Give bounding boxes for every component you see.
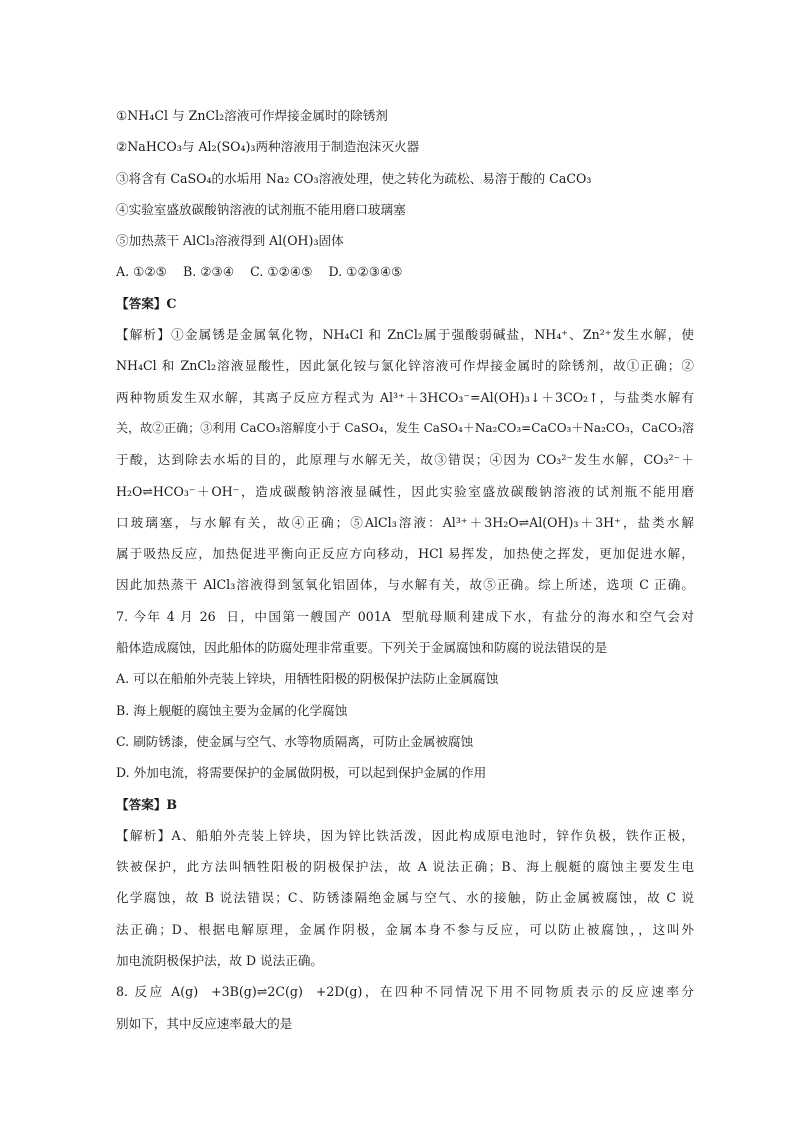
q6-options: A. ①②⑤ B. ②③④ C. ①②④⑤ D. ①②③④⑤: [116, 264, 403, 280]
q7-stem-line: 7. 今年 4 月 26 日，中国第一艘国产 001A 型航母顺利建成下水，有盐分的海水和空气会对: [116, 608, 694, 624]
q6-explanation-line: 因此加热蒸干 AlCl₃溶液得到氢氧化铝固体，与水解有关，故⑤正确。综上所述，选项 C 正确。: [116, 577, 694, 593]
q7-explanation-line: 铁被保护，此方法叫牺牲阳极的阴极保护法，故 A 说法正确；B、海上舰艇的腐蚀主要发生电: [116, 859, 694, 875]
q7-stem-line: 船体造成腐蚀，因此船体的防腐处理非常重要。下列关于金属腐蚀和防腐的说法错误的是: [116, 640, 608, 656]
q6-explanation-line: NH₄Cl 和 ZnCl₂溶液显酸性，因此氯化铵与氯化锌溶液可作焊接金属时的除锈剂，故①正确；②: [116, 358, 694, 374]
q6-explanation-line: 【解析】①金属锈是金属氧化物，NH₄Cl 和 ZnCl₂属于强酸弱碱盐，NH₄⁺、Zn²⁺发生水解，使: [116, 327, 694, 343]
q8-stem-line: 别如下，其中反应速率最大的是: [116, 1015, 293, 1031]
q6-explanation-line: 于酸，达到除去水垢的目的，此原理与水解无关，故③错误；④因为 CO₃²⁻发生水解，CO₃²⁻＋: [116, 452, 694, 468]
q7-option-a: A. 可以在船舶外壳装上锌块，用牺牲阳极的阴极保护法防止金属腐蚀: [116, 671, 499, 687]
statement-4: ④实验室盛放碳酸钠溶液的试剂瓶不能用磨口玻璃塞: [116, 201, 406, 217]
q6-explanation-line: 口玻璃塞，与水解有关，故④正确；⑤AlCl₃溶液：Al³⁺＋3H₂O⇌Al(OH)₃＋3H⁺，盐类水解: [116, 514, 694, 530]
q7-explanation-line: 加电流阴极保护法，故 D 说法正确。: [116, 953, 324, 969]
statement-1: ①NH₄Cl 与 ZnCl₂溶液可作焊接金属时的除锈剂: [116, 108, 388, 123]
q7-option-b: B. 海上舰艇的腐蚀主要为金属的化学腐蚀: [116, 702, 348, 718]
q7-explanation-line: 【解析】A、船舶外壳装上锌块，因为锌比铁活泼，因此构成原电池时，锌作负极，铁作正极，: [116, 827, 694, 843]
q6-explanation-line: H₂O⇌HCO₃⁻＋OH⁻，造成碳酸钠溶液显碱性，因此实验室盛放碳酸钠溶液的试剂瓶不能用磨: [116, 483, 694, 499]
q7-explanation-line: 化学腐蚀，故 B 说法错误；C、防锈漆隔绝金属与空气、水的接触，防止金属被腐蚀，故 C 说: [116, 890, 694, 906]
document-body: [116, 100, 694, 1039]
q6-explanation-line: 属于吸热反应，加热促进平衡向正反应方向移动，HCl 易挥发，加热使之挥发，更加促进水解，: [116, 546, 694, 562]
statement-3: ③将含有 CaSO₄的水垢用 Na₂ CO₃溶液处理，使之转化为疏松、易溶于酸的 CaCO₃: [116, 170, 592, 186]
q8-stem-line: 8. 反应 A(g) +3B(g)⇌2C(g) +2D(g)，在四种不同情况下用不同物质表示的反应速率分: [116, 984, 694, 1000]
statement-2: ②NaHCO₃与 Al₂(SO₄)₃两种溶液用于制造泡沫灭火器: [116, 139, 420, 155]
q7-option-c: C. 刷防锈漆，使金属与空气、水等物质隔离，可防止金属被腐蚀: [116, 733, 474, 749]
q6-answer: 【答案】C: [116, 295, 177, 311]
q7-explanation-line: 法正确；D、根据电解原理，金属作阴极，金属本身不参与反应，可以防止被腐蚀，，这叫外: [116, 921, 694, 937]
q7-option-d: D. 外加电流，将需要保护的金属做阴极，可以起到保护金属的作用: [116, 765, 487, 781]
statement-5: ⑤加热蒸干 AlCl₃溶液得到 Al(OH)₃固体: [116, 233, 344, 249]
q6-explanation-line: 两种物质发生双水解，其离子反应方程式为 Al³⁺＋3HCO₃⁻=Al(OH)₃↓＋3CO₂↑，与盐类水解有: [116, 389, 694, 405]
q6-explanation-line: 关，故②正确；③利用 CaCO₃溶解度小于 CaSO₄，发生 CaSO₄＋Na₂CO₃=CaCO₃＋Na₂CO₃，CaCO₃溶: [116, 420, 694, 435]
q7-answer: 【答案】B: [116, 796, 178, 812]
